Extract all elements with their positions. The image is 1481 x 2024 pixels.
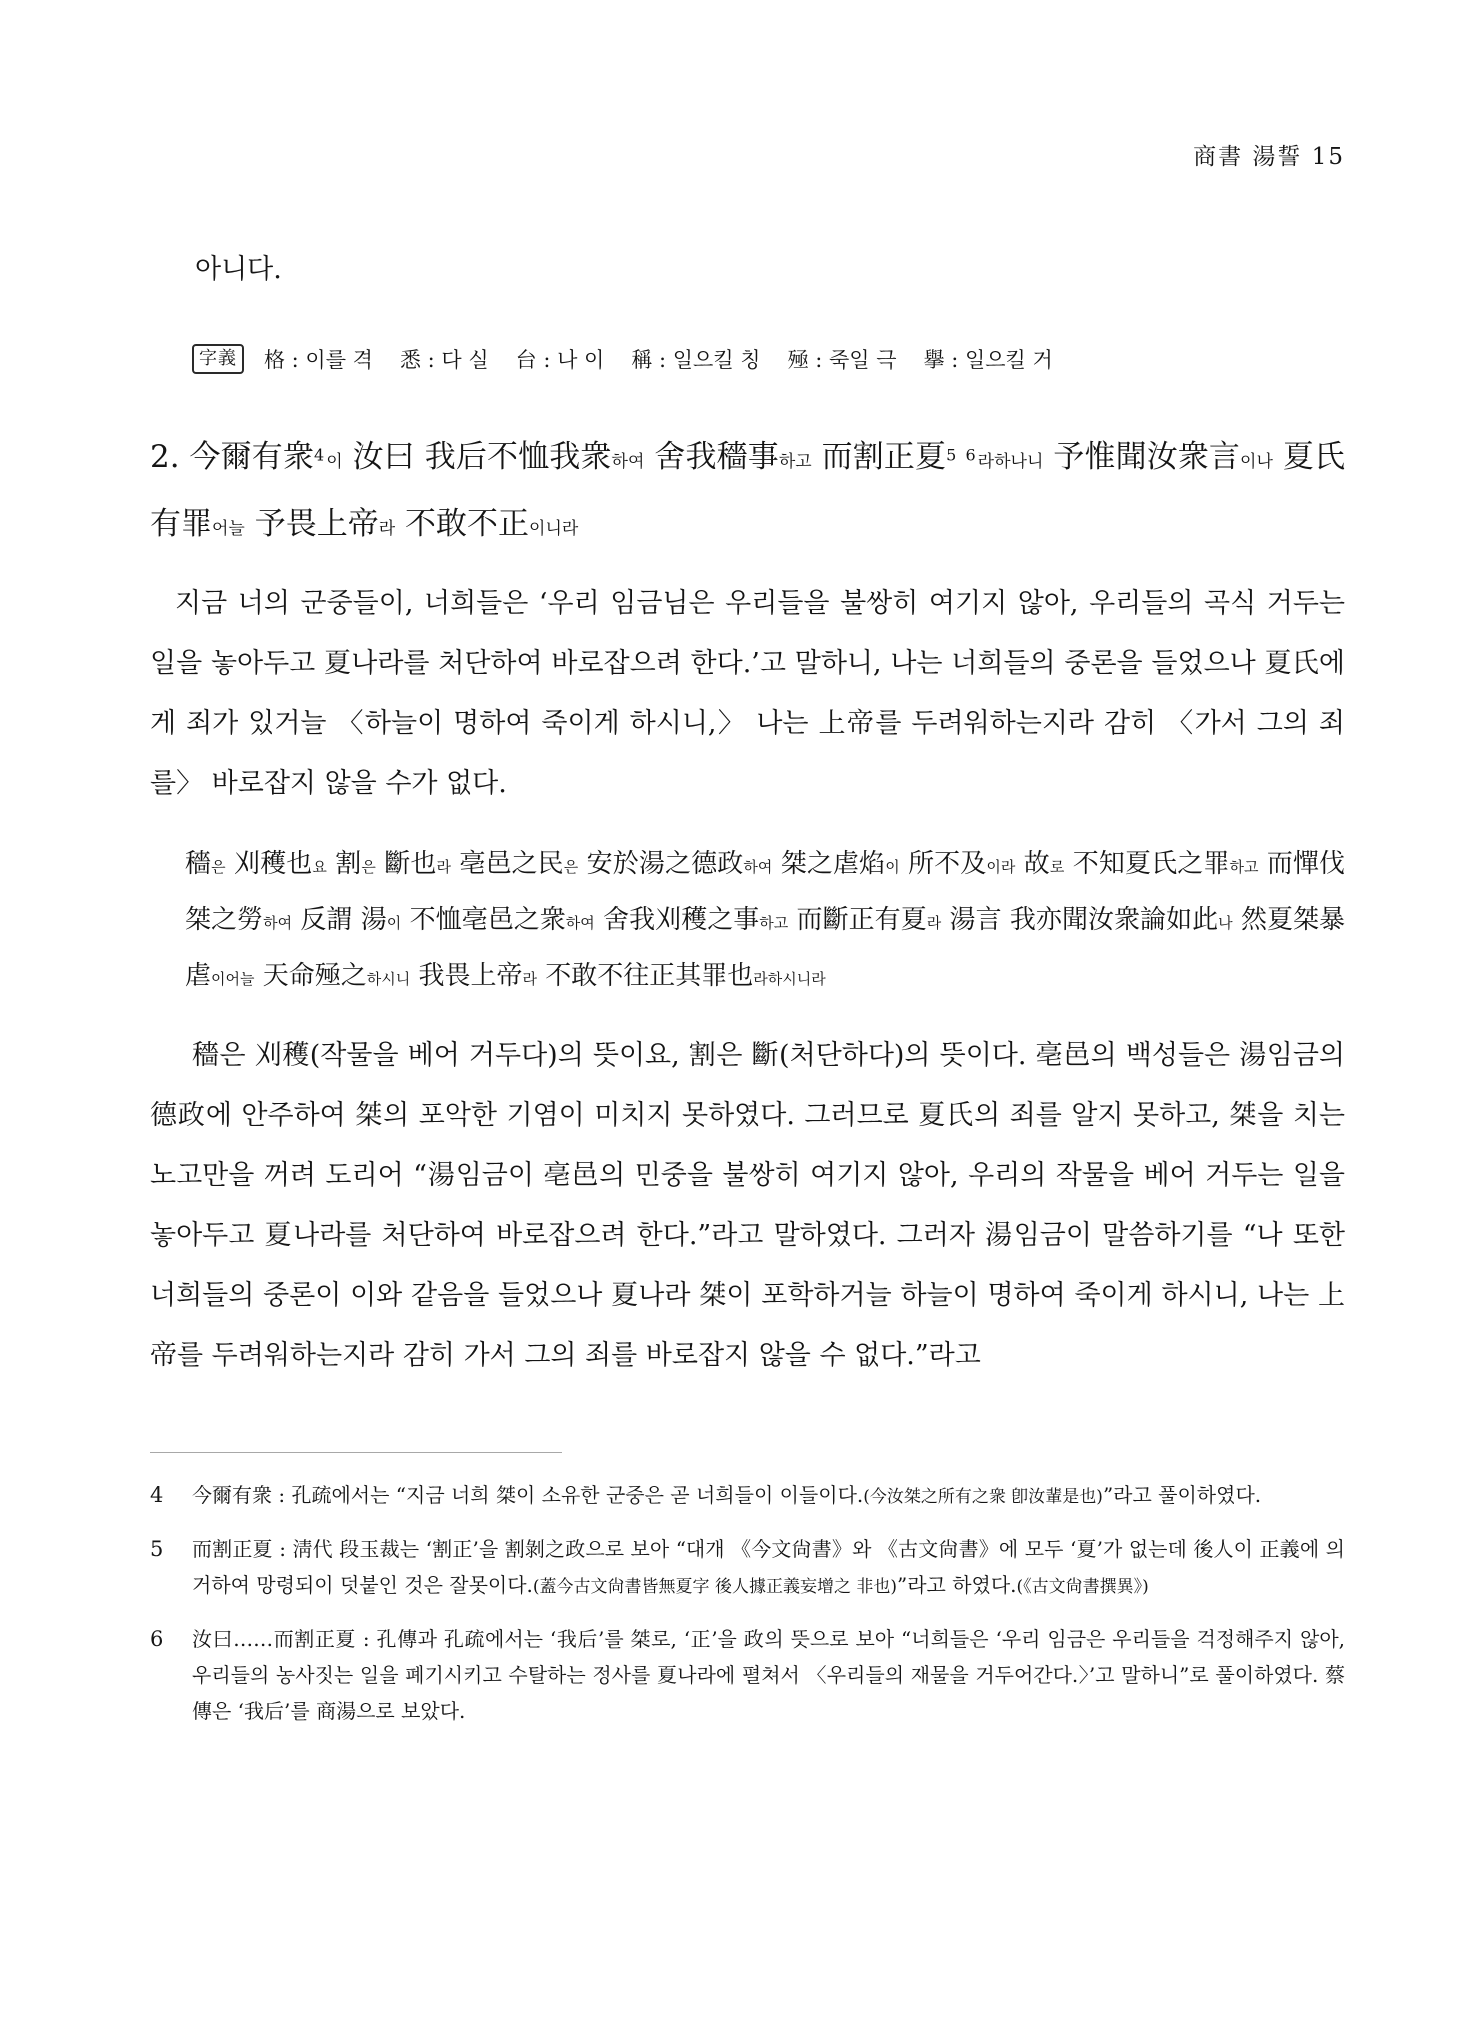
jaui-entry: 稱 : 일으킬 칭 (631, 348, 761, 372)
footnote-divider (150, 1452, 562, 1453)
running-title: 商書 湯誓 15 (1193, 144, 1345, 170)
footnote-text: 而割正夏 : 淸代 段玉裁는 ‘割正’을 割剝之政으로 보아 “대개 《今文尙書》와 《古文尙書》에 모두 ‘夏’가 없는데 後人이 正義에 의거하여 망령되이 덧붙인 것은 잘못이다.(蓋今古文尙書皆無夏字 後人據正義妄增之 非也)”라고 하였다.(《古文尙書撰異》) (192, 1537, 1345, 1597)
jaui-label-box: 字義 (192, 344, 244, 374)
scripture-original-text: 2. 今爾有衆4이 汝曰 我后不恤我衆하여 舍我穡事하고 而割正夏5 6라하나니 予惟聞汝衆言이나 夏氏有罪어늘 予畏上帝라 不敢不正이니라 (150, 439, 1345, 542)
running-header (150, 138, 1345, 171)
scripture-translation: 지금 너의 군중들이, 너희들은 ‘우리 임금님은 우리들을 불쌍히 여기지 않아, 우리들의 곡식 거두는 일을 놓아두고 夏나라를 처단하여 바로잡으려 한다.’고 말하니, 나는 너희들의 중론을 들었으나 夏氏에게 죄가 있거늘 〈하늘이 명하여 죽이게 하시니,〉 나는 上帝를 두려워하는지라 감히 〈가서 그의 죄를〉 바로잡지 않을 수가 없다. (150, 588, 1345, 799)
footnote-text: 汝曰……而割正夏 : 孔傳과 孔疏에서는 ‘我后’를 桀로, ‘正’을 政의 뜻으로 보아 “너희들은 ‘우리 임금은 우리들을 걱정해주지 않아, 우리들의 농사짓는 일을 폐기시키고 수탈하는 정사를 夏나라에 펼쳐서 〈우리들의 재물을 거두어간다.〉’고 말하니”로 풀이하였다. 蔡傳은 ‘我后’를 商湯으로 보았다. (192, 1627, 1345, 1723)
footnote-item (150, 1477, 1345, 1515)
jaui-entry: 格 : 이를 격 (264, 348, 373, 372)
footnote-number: 5 (150, 1537, 164, 1561)
previous-paragraph-end: 아니다. (195, 254, 282, 285)
jaui-entry: 台 : 나 이 (515, 348, 605, 372)
jaui-entry: 擧 : 일으킬 거 (923, 348, 1053, 372)
footnote-item (150, 1621, 1345, 1729)
jaui-entry: 悉 : 다 실 (399, 348, 489, 372)
footnote-text: 今爾有衆 : 孔疏에서는 “지금 너희 桀이 소유한 군중은 곧 너희들이 이들이다.(今汝桀之所有之衆 卽汝輩是也)”라고 풀이하였다. (192, 1483, 1262, 1507)
footnote-number: 6 (150, 1627, 164, 1651)
footnote-number: 4 (150, 1483, 164, 1507)
jaui-gloss-row (150, 344, 1345, 374)
footnote-item (150, 1531, 1345, 1605)
page-content (0, 138, 1481, 1729)
commentary-translation: 穡은 刈穫(작물을 베어 거두다)의 뜻이요, 割은 斷(처단하다)의 뜻이다. 亳邑의 백성들은 湯임금의 德政에 안주하여 桀의 포악한 기염이 미치지 못하였다. 그러므로 夏氏의 죄를 알지 못하고, 桀을 치는 노고만을 꺼려 도리어 “湯임금이 亳邑의 민중을 불쌍히 여기지 않아, 우리의 작물을 베어 거두는 일을 놓아두고 夏나라를 처단하여 바로잡으려 한다.”라고 말하였다. 그러자 湯임금이 말씀하기를 “나 또한 너희들의 중론이 이와 같음을 들었으나 夏나라 桀이 포학하거늘 하늘이 명하여 죽이게 하시니, 나는 上帝를 두려워하는지라 감히 가서 그의 죄를 바로잡지 않을 수 없다.”라고 (150, 1040, 1345, 1371)
footnotes-section (150, 1452, 1345, 1729)
commentary-original-text: 穡은 刈穫也요 割은 斷也라 亳邑之民은 安於湯之德政하여 桀之虐焰이 所不及이라 故로 不知夏氏之罪하고 而憚伐桀之勞하여 反謂 湯이 不恤亳邑之衆하여 舍我刈穫之事하고 而斷正有夏라 湯言 我亦聞汝衆論如此나 然夏桀暴虐이어늘 天命殛之하시니 我畏上帝라 不敢不往正其罪也라하시니라 (185, 849, 1346, 991)
jaui-entry: 殛 : 죽일 극 (787, 348, 897, 372)
